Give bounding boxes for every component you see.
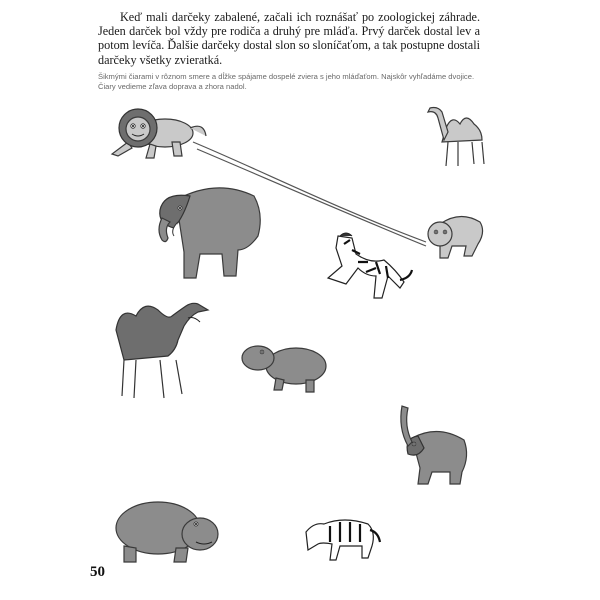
- camel-small-image[interactable]: [428, 108, 484, 167]
- elephant-baby-image[interactable]: [401, 406, 467, 484]
- camel-adult-image[interactable]: [116, 303, 208, 398]
- instruction-text: Šikmými čiarami v rôznom smere a dĺžke spájame dospelé zviera s jeho mláďaťom. Najskôr vyhľadáme dvojice. Čiary vedieme zľava doprava a zhora nadol.: [98, 72, 475, 91]
- hippo-adult-image[interactable]: [116, 502, 218, 562]
- elephant-adult-image[interactable]: [159, 188, 260, 278]
- zebra-adult-image[interactable]: [328, 233, 412, 298]
- zebra-baby-image[interactable]: [306, 520, 380, 560]
- lion-cub-image[interactable]: [428, 216, 483, 258]
- story-text: Keď mali darčeky zabalené, začali ich roznášať po zoologickej záhrade. Jeden darček bol vždy pre rodiča a druhý pre mláďa. Prvý darček dostal lev a potom levíča. Ďalšie darčeky dostal slon so sloníčaťom, a tak postupne dostali darčeky všetky zvieratká.: [98, 10, 480, 67]
- lion-adult-image[interactable]: [112, 109, 206, 158]
- hippo-baby-image[interactable]: [242, 346, 326, 392]
- page-number: 50: [90, 564, 105, 580]
